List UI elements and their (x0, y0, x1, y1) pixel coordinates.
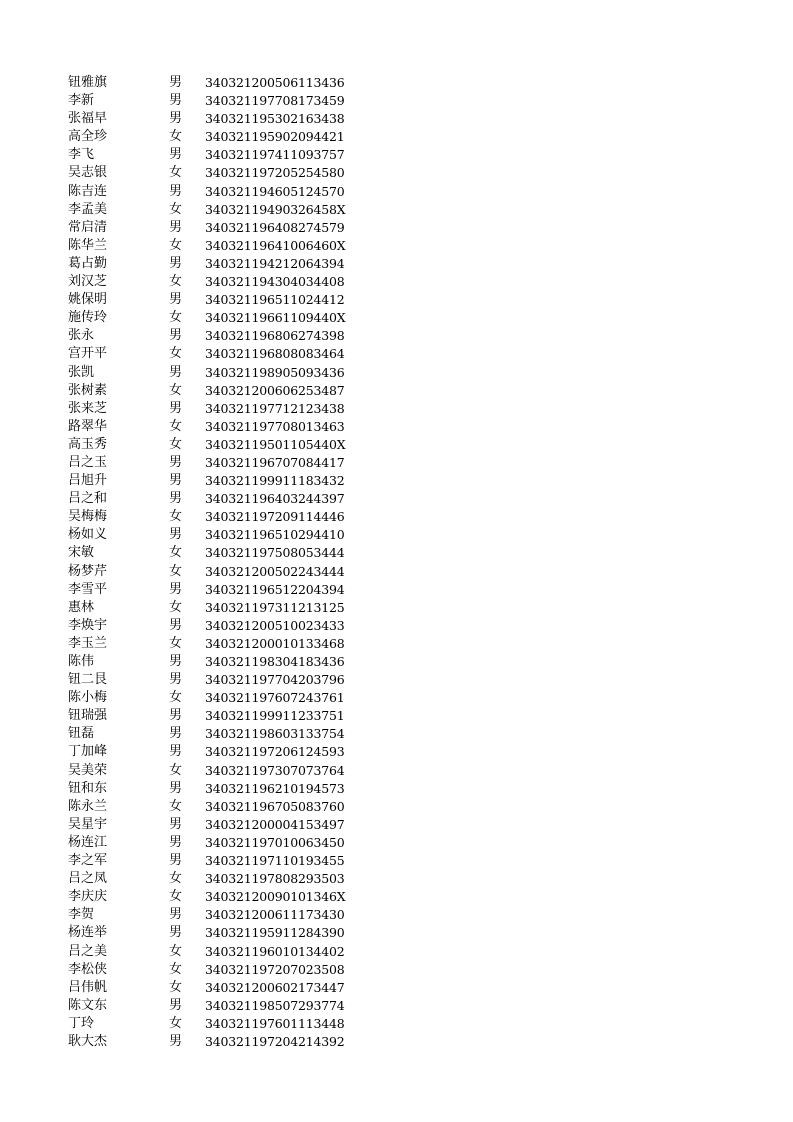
record-id-number: 340321197704203796 (205, 672, 345, 688)
record-gender: 男 (169, 744, 183, 760)
record-id-number: 340321197508053444 (205, 545, 345, 561)
table-row (68, 961, 346, 979)
record-gender: 女 (169, 798, 183, 814)
record-id-number: 340321198304183436 (205, 654, 345, 669)
record-id-number: 340321200510023433 (205, 617, 345, 633)
record-id-number: 340321200004153497 (205, 816, 345, 832)
record-name: 耿大杰 (68, 1033, 108, 1049)
record-name: 吴星宇 (68, 816, 108, 832)
record-name: 高全珍 (68, 129, 108, 145)
table-row (68, 888, 346, 906)
record-gender: 女 (169, 599, 183, 615)
table-row (68, 653, 346, 671)
table-row (68, 92, 346, 110)
record-name: 李新 (68, 93, 95, 109)
record-gender: 男 (169, 853, 183, 869)
table-row (68, 617, 346, 635)
table-row (68, 291, 346, 309)
table-row (68, 400, 346, 418)
table-row (68, 906, 346, 924)
record-gender: 男 (169, 617, 183, 633)
table-row (68, 581, 346, 599)
record-name: 陈华兰 (68, 237, 108, 253)
record-gender: 男 (169, 147, 183, 163)
table-row (68, 979, 346, 997)
record-id-number: 340321197311213125 (205, 599, 345, 615)
record-name: 常启清 (68, 219, 108, 235)
record-gender: 男 (169, 726, 183, 742)
record-name: 李雪平 (68, 581, 108, 597)
record-id-number: 34032120090101346X (205, 889, 346, 905)
record-name: 陈永兰 (68, 798, 108, 814)
record-name: 施传玲 (68, 310, 108, 326)
record-name: 钮瑞强 (68, 708, 108, 724)
record-gender: 女 (169, 165, 183, 181)
record-id-number: 340321197411093757 (205, 147, 345, 163)
record-gender: 女 (169, 889, 183, 905)
record-name: 吕之和 (68, 491, 108, 507)
record-gender: 男 (169, 1033, 183, 1049)
record-id-number: 340321195911284390 (205, 925, 345, 941)
record-name: 张永 (68, 328, 95, 344)
record-id-number: 34032119641006460X (205, 237, 346, 253)
record-name: 丁玲 (68, 1015, 95, 1031)
table-row (68, 780, 346, 798)
record-name: 吴梅梅 (68, 509, 108, 525)
record-gender: 男 (169, 816, 183, 832)
record-name: 李焕宇 (68, 617, 108, 633)
table-row (68, 436, 346, 454)
record-name: 路翠华 (68, 418, 108, 434)
table-row (68, 725, 346, 743)
record-gender: 女 (169, 346, 183, 362)
record-gender: 男 (169, 834, 183, 850)
table-row (68, 237, 346, 255)
record-gender: 男 (169, 708, 183, 724)
record-id-number: 340321195302163438 (205, 111, 345, 127)
record-name: 李飞 (68, 147, 95, 163)
record-gender: 女 (169, 418, 183, 434)
record-id-number: 340321200602173447 (205, 979, 345, 995)
record-name: 张来芝 (68, 400, 108, 416)
record-name: 葛占勤 (68, 255, 108, 271)
record-name: 吕之美 (68, 943, 108, 959)
table-row (68, 707, 346, 725)
record-name: 李孟美 (68, 201, 108, 217)
record-gender: 女 (169, 129, 183, 145)
record-name: 李庆庆 (68, 889, 108, 905)
record-id-number: 34032119490326458X (205, 201, 346, 217)
record-id-number: 340321197601113448 (205, 1015, 345, 1031)
record-gender: 男 (169, 183, 183, 199)
record-gender: 女 (169, 943, 183, 959)
record-gender: 女 (169, 382, 183, 398)
record-id-number: 340321200611173430 (205, 907, 345, 923)
table-row (68, 635, 346, 653)
record-gender: 男 (169, 255, 183, 271)
record-name: 宫开平 (68, 346, 108, 362)
record-gender: 男 (169, 473, 183, 489)
record-gender: 男 (169, 328, 183, 344)
table-row (68, 1015, 346, 1033)
table-row (68, 183, 346, 201)
record-name: 吕之玉 (68, 454, 108, 470)
record-gender: 女 (169, 961, 183, 977)
record-gender: 男 (169, 997, 183, 1013)
record-gender: 男 (169, 400, 183, 416)
table-row (68, 563, 346, 581)
record-gender: 男 (169, 581, 183, 597)
record-name: 吕旭升 (68, 473, 108, 489)
table-row (68, 454, 346, 472)
table-row (68, 345, 346, 363)
record-gender: 男 (169, 93, 183, 109)
table-row (68, 834, 346, 852)
records-table (68, 74, 346, 1051)
table-row (68, 599, 346, 617)
record-gender: 男 (169, 491, 183, 507)
record-id-number: 340321196510294410 (205, 527, 345, 543)
record-id-number: 340321197206124593 (205, 744, 345, 760)
table-row (68, 997, 346, 1015)
record-id-number: 340321196408274579 (205, 219, 345, 235)
table-row (68, 671, 346, 689)
record-id-number: 340321197708013463 (205, 418, 345, 434)
record-name: 丁加峰 (68, 744, 108, 760)
table-row (68, 924, 346, 942)
record-name: 姚保明 (68, 292, 108, 308)
record-id-number: 340321196512204394 (205, 581, 345, 597)
record-id-number: 340321196403244397 (205, 491, 345, 507)
record-id-number: 340321198603133754 (205, 726, 345, 742)
record-id-number: 34032119501105440X (205, 436, 346, 452)
record-name: 吴美荣 (68, 762, 108, 778)
record-id-number: 340321196806274398 (205, 328, 345, 344)
record-name: 钮磊 (68, 726, 95, 742)
record-gender: 男 (169, 907, 183, 923)
record-gender: 女 (169, 762, 183, 778)
record-gender: 女 (169, 237, 183, 253)
record-gender: 男 (169, 654, 183, 669)
table-row (68, 418, 346, 436)
table-row (68, 490, 346, 508)
record-gender: 女 (169, 979, 183, 995)
record-gender: 女 (169, 509, 183, 525)
record-gender: 女 (169, 871, 183, 887)
table-row (68, 146, 346, 164)
record-gender: 女 (169, 1015, 183, 1031)
table-row (68, 327, 346, 345)
record-id-number: 340321197209114446 (205, 509, 345, 525)
record-name: 吴志银 (68, 165, 108, 181)
record-gender: 男 (169, 527, 183, 543)
record-gender: 男 (169, 219, 183, 235)
record-id-number: 340321200502243444 (205, 563, 345, 579)
record-id-number: 340321197010063450 (205, 834, 345, 850)
record-name: 李之军 (68, 853, 108, 869)
table-row (68, 74, 346, 92)
record-id-number: 340321197712123438 (205, 400, 345, 416)
record-name: 杨连江 (68, 834, 108, 850)
record-name: 李松侠 (68, 961, 108, 977)
record-id-number: 340321197708173459 (205, 93, 345, 109)
record-gender: 女 (169, 310, 183, 326)
record-id-number: 340321197607243761 (205, 690, 345, 706)
record-gender: 女 (169, 545, 183, 561)
record-name: 钮和东 (68, 780, 108, 796)
record-gender: 男 (169, 111, 183, 127)
table-row (68, 255, 346, 273)
record-id-number: 340321197207023508 (205, 961, 345, 977)
table-row (68, 472, 346, 490)
record-id-number: 340321196705083760 (205, 798, 345, 814)
table-row (68, 743, 346, 761)
record-id-number: 340321198905093436 (205, 364, 345, 380)
table-row (68, 164, 346, 182)
record-id-number: 340321200010133468 (205, 635, 345, 651)
record-id-number: 340321196210194573 (205, 780, 345, 796)
table-row (68, 128, 346, 146)
table-row (68, 762, 346, 780)
record-id-number: 340321194212064394 (205, 255, 345, 271)
record-id-number: 340321200506113436 (205, 75, 345, 90)
record-name: 吕之凤 (68, 871, 108, 887)
record-gender: 男 (169, 454, 183, 470)
record-name: 李贺 (68, 907, 95, 923)
record-gender: 男 (169, 672, 183, 688)
record-id-number: 340321200606253487 (205, 382, 345, 398)
record-name: 陈小梅 (68, 690, 108, 706)
table-row (68, 309, 346, 327)
record-gender: 女 (169, 690, 183, 706)
record-id-number: 340321195902094421 (205, 129, 345, 145)
record-name: 杨梦芹 (68, 563, 108, 579)
table-row (68, 943, 346, 961)
record-id-number: 340321197205254580 (205, 165, 345, 181)
record-name: 张凯 (68, 364, 95, 380)
record-id-number: 340321196707084417 (205, 454, 345, 470)
record-id-number: 340321197307073764 (205, 762, 345, 778)
record-id-number: 340321197110193455 (205, 853, 345, 869)
record-id-number: 340321197204214392 (205, 1033, 345, 1049)
record-gender: 男 (169, 925, 183, 941)
record-id-number: 340321194304034408 (205, 274, 345, 290)
record-id-number: 340321196511024412 (205, 292, 345, 308)
table-row (68, 852, 346, 870)
record-name: 杨如义 (68, 527, 108, 543)
record-name: 钮二艮 (68, 672, 108, 688)
table-row (68, 508, 346, 526)
record-gender: 女 (169, 436, 183, 452)
table-row (68, 544, 346, 562)
record-gender: 女 (169, 635, 183, 651)
table-row (68, 1033, 346, 1051)
record-name: 张福早 (68, 111, 108, 127)
record-id-number: 340321198507293774 (205, 997, 345, 1013)
table-row (68, 273, 346, 291)
table-row (68, 364, 346, 382)
record-name: 杨连举 (68, 925, 108, 941)
record-id-number: 340321196010134402 (205, 943, 345, 959)
table-row (68, 870, 346, 888)
table-row (68, 526, 346, 544)
record-name: 陈吉连 (68, 183, 108, 199)
record-gender: 男 (169, 780, 183, 796)
record-id-number: 340321196808083464 (205, 346, 345, 362)
record-gender: 女 (169, 563, 183, 579)
record-id-number: 340321199911233751 (205, 708, 345, 724)
record-name: 惠林 (68, 599, 95, 615)
table-row (68, 110, 346, 128)
record-name: 吕伟帆 (68, 979, 108, 995)
record-name: 陈伟 (68, 654, 95, 669)
table-row (68, 798, 346, 816)
record-name: 宋敏 (68, 545, 95, 561)
record-id-number: 34032119661109440X (205, 310, 346, 326)
record-name: 高玉秀 (68, 436, 108, 452)
table-row (68, 689, 346, 707)
record-gender: 男 (169, 292, 183, 308)
record-name: 李玉兰 (68, 635, 108, 651)
record-name: 张树素 (68, 382, 108, 398)
record-id-number: 340321194605124570 (205, 183, 345, 199)
table-row (68, 816, 346, 834)
record-name: 钮雅旗 (68, 75, 108, 90)
table-row (68, 201, 346, 219)
table-row (68, 219, 346, 237)
record-gender: 男 (169, 75, 183, 90)
record-name: 陈文东 (68, 997, 108, 1013)
record-name: 刘汉芝 (68, 274, 108, 290)
table-row (68, 382, 346, 400)
record-gender: 女 (169, 201, 183, 217)
record-id-number: 340321199911183432 (205, 473, 345, 489)
record-gender: 女 (169, 274, 183, 290)
record-gender: 男 (169, 364, 183, 380)
record-id-number: 340321197808293503 (205, 871, 345, 887)
